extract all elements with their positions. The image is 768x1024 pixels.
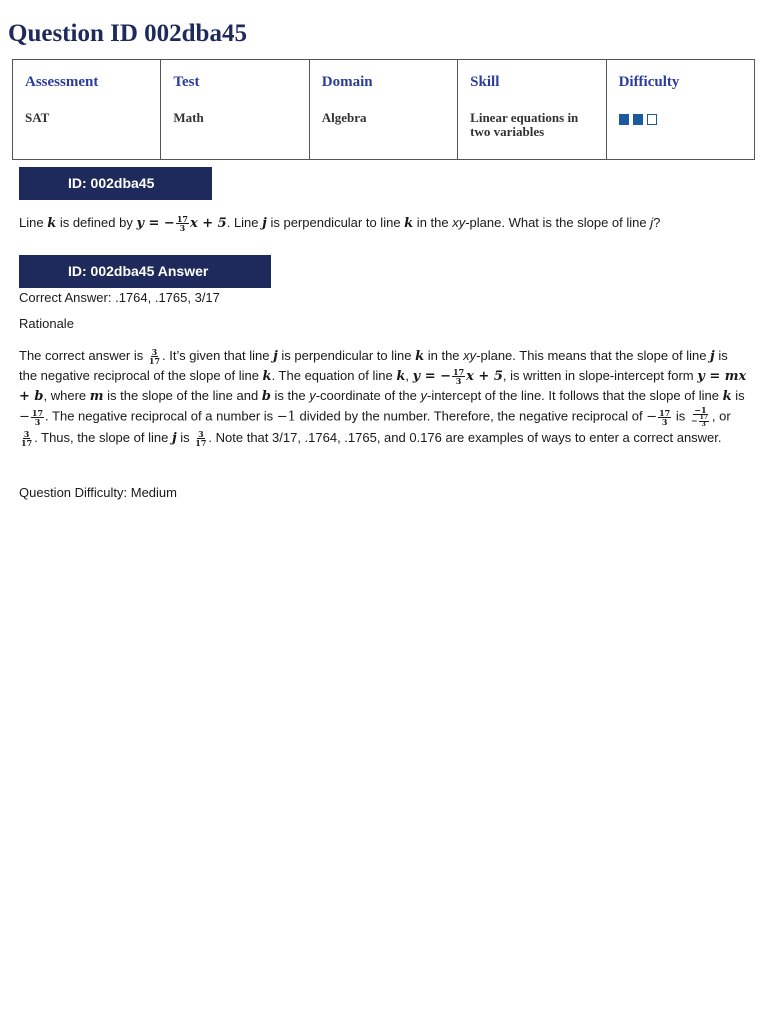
r-frac-4-num: 17: [659, 407, 671, 418]
r-frac-3-den: 3: [34, 416, 41, 427]
question-text: [19, 215, 660, 232]
q-eq-tail: x + 5: [189, 216, 227, 231]
r-s19: , or: [711, 408, 731, 424]
r-frac-1-den: 17: [148, 356, 161, 367]
meta-difficulty-cell: [606, 60, 754, 160]
r-s22: . Note that 3/17, .1764, .1765, and 0.176 are examples of ways to enter a correct answer.: [208, 430, 722, 445]
q-xy: xy: [452, 215, 466, 230]
rationale-label: Rationale: [19, 316, 74, 331]
meta-skill-header: Skill: [470, 74, 500, 90]
r-frac-7: [194, 430, 207, 447]
r-k2: k: [262, 369, 272, 384]
difficulty-box-2: [633, 114, 643, 125]
r-m6: −: [19, 409, 30, 425]
q-var-j2: j: [650, 215, 654, 230]
r-s15: is: [731, 388, 745, 403]
r-frac-5: [690, 406, 711, 428]
r-s3: is perpendicular to line: [277, 348, 416, 363]
r-s12: is the: [270, 388, 310, 403]
r-frac-5-inner-num: 17: [699, 414, 708, 421]
r-frac-5-den-sign: −: [690, 415, 698, 426]
r-s11: is the slope of the line and: [103, 388, 262, 403]
q-fraction: [176, 215, 189, 232]
r-frac-1: [148, 348, 161, 365]
difficulty-indicator: [619, 114, 742, 125]
r-frac-6-num: 3: [23, 429, 30, 440]
r-frac-6: [20, 430, 33, 447]
r-frac-5-num: −1: [694, 405, 707, 415]
meta-assessment-header: Assessment: [25, 74, 99, 90]
r-m5: b: [261, 389, 271, 404]
r-frac-2: [452, 368, 465, 385]
meta-domain-cell: [309, 60, 457, 160]
meta-domain-value: Algebra: [321, 110, 367, 125]
r-s20: . Thus, the slope of line: [34, 430, 172, 445]
r-frac-2-num: 17: [453, 367, 465, 378]
meta-difficulty-header: Difficulty: [618, 74, 680, 90]
r-m8: −: [646, 409, 658, 425]
q-var-k: k: [47, 216, 57, 231]
meta-test-value: Math: [173, 110, 204, 125]
r-j1: j: [273, 349, 278, 364]
q-text-1: Line: [19, 215, 48, 230]
r-s6: is the negative reciprocal of the slope of line: [19, 348, 728, 383]
question-metadata-table: [12, 59, 755, 160]
question-id-banner: ID: 002dba45: [19, 167, 212, 200]
r-s17: divided by the number. Therefore, the negative reciprocal of: [295, 408, 647, 424]
q-fraction-num: 17: [176, 214, 188, 225]
r-s10: , where: [43, 388, 90, 403]
meta-skill-cell: [458, 60, 606, 160]
r-frac-2-den: 3: [455, 376, 462, 387]
meta-assessment-cell: [13, 60, 161, 160]
r-yv1: y: [309, 388, 316, 403]
r-frac-4: [658, 409, 671, 426]
meta-test-cell: [161, 60, 309, 160]
q-text-5: in the: [413, 215, 453, 230]
q-text-3: . Line: [226, 215, 263, 230]
r-m4: m: [89, 389, 104, 404]
q-text-7: ?: [653, 215, 661, 230]
r-j2: j: [710, 349, 715, 364]
r-frac-7-den: 17: [195, 438, 207, 449]
q-fraction-den: 3: [179, 223, 186, 234]
answer-id-banner: ID: 002dba45 Answer: [19, 255, 271, 288]
page-title: Question ID 002dba45: [8, 20, 247, 47]
r-s8: ,: [405, 368, 413, 383]
r-j3: j: [171, 431, 177, 446]
r-k3: k: [396, 369, 406, 384]
r-s14: -intercept of the line. It follows that the slope of line: [427, 388, 723, 403]
r-s4: in the: [424, 348, 464, 363]
r-xy1: xy: [463, 348, 477, 363]
r-frac-3-num: 17: [31, 407, 44, 418]
r-s16: . The negative reciprocal of a number is: [45, 408, 277, 424]
r-s13: -coordinate of the: [315, 388, 421, 403]
r-s18: is: [672, 408, 689, 424]
r-frac-5-inner-den: 3: [701, 421, 706, 428]
meta-domain-header: Domain: [321, 74, 373, 90]
r-m3: y = mx + b: [19, 369, 747, 404]
r-s21: is: [176, 430, 194, 445]
r-frac-5-inner: [699, 415, 709, 428]
r-m2: x + 5: [466, 369, 503, 384]
r-frac-7-num: 3: [198, 429, 204, 440]
q-var-j: j: [262, 216, 267, 231]
question-difficulty: Question Difficulty: Medium: [19, 485, 177, 500]
meta-assessment-value: SAT: [25, 110, 50, 125]
q-text-4: is perpendicular to line: [266, 215, 405, 230]
r-s2: . It’s given that line: [162, 348, 274, 363]
q-text-2: is defined by: [56, 215, 137, 230]
difficulty-box-1: [619, 114, 629, 125]
correct-answer: Correct Answer: .1764, .1765, 3/17: [19, 290, 220, 305]
r-s1: The correct answer is: [19, 348, 147, 363]
difficulty-box-3: [647, 114, 657, 125]
r-frac-4-den: 3: [661, 416, 668, 427]
r-s9: , is written in slope-intercept form: [502, 368, 698, 383]
q-var-k2: k: [404, 216, 414, 231]
r-frac-3: [31, 409, 44, 426]
r-s5: -plane. This means that the slope of line: [476, 348, 711, 363]
meta-test-header: Test: [173, 74, 200, 90]
r-s7: . The equation of line: [271, 368, 397, 383]
r-m7: −1: [276, 409, 296, 425]
q-eq-y: y = −: [136, 216, 175, 231]
r-frac-5-den: [690, 415, 711, 428]
rationale-text: [19, 346, 749, 448]
r-frac-6-den: 17: [21, 438, 33, 449]
r-frac-1-num: 3: [151, 347, 158, 358]
q-text-6: -plane. What is the slope of line: [465, 215, 651, 230]
r-yv2: y: [420, 388, 427, 403]
r-m1: y = −: [412, 369, 451, 384]
r-k4: k: [722, 389, 732, 404]
meta-skill-value: Linear equations in two variables: [470, 110, 579, 139]
r-k1: k: [415, 349, 425, 364]
